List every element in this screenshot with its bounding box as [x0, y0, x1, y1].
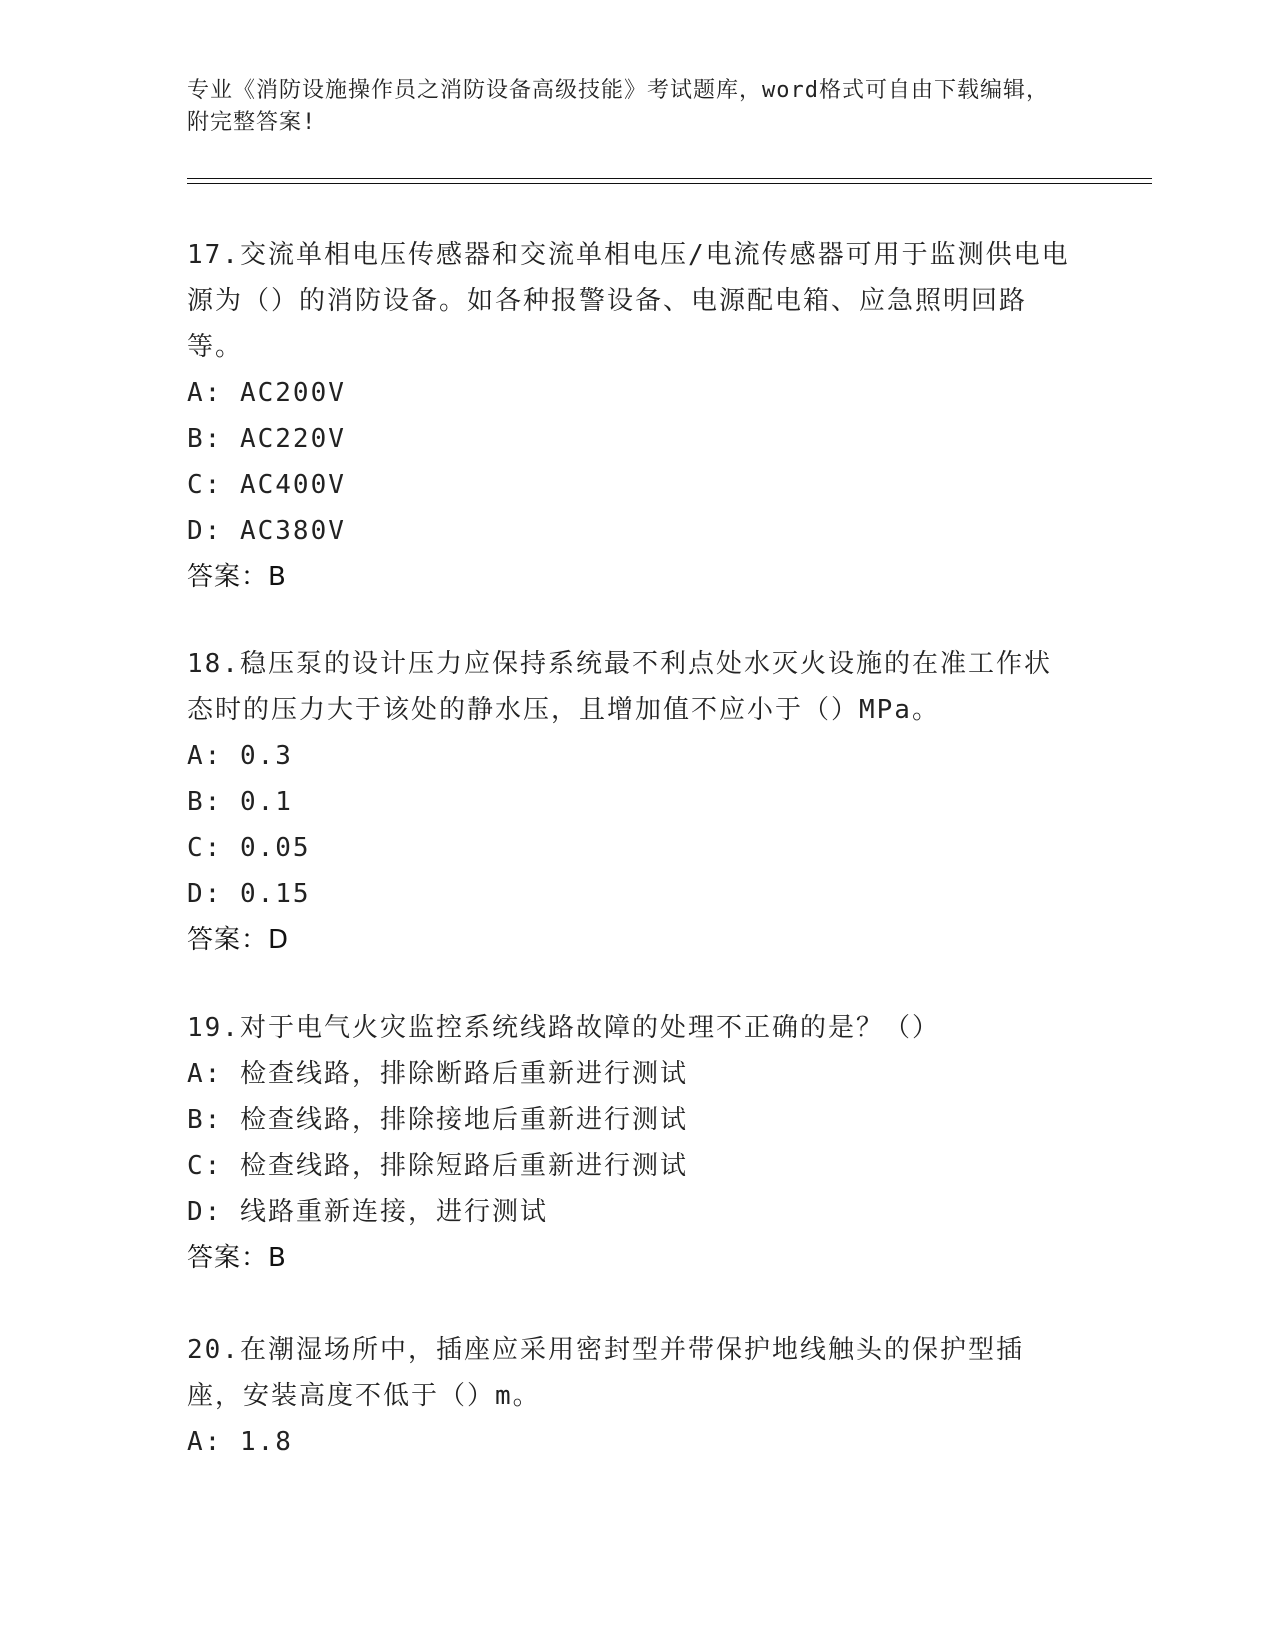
header-divider-bottom	[187, 183, 1152, 184]
option-d: D: 线路重新连接，进行测试	[187, 1197, 548, 1227]
question-stem: 19.对于电气火灾监控系统线路故障的处理不正确的是？（）	[187, 1013, 940, 1043]
question-stem: 20.在潮湿场所中，插座应采用密封型并带保护地线触头的保护型插座，安装高度不低于（）m。	[187, 1335, 1024, 1411]
answer-line: 答案：D	[187, 925, 290, 955]
option-b: B: 0.1	[187, 787, 293, 817]
option-a: A: 检查线路，排除断路后重新进行测试	[187, 1059, 688, 1089]
question-17	[187, 232, 1077, 600]
question-19	[187, 1005, 1077, 1281]
question-18	[187, 641, 1077, 963]
option-c: C: 0.05	[187, 833, 311, 863]
question-stem: 17.交流单相电压传感器和交流单相电压/电流传感器可用于监测供电电源为（）的消防设备。如各种报警设备、电源配电箱、应急照明回路等。	[187, 240, 1070, 362]
document-header: 专业《消防设施操作员之消防设备高级技能》考试题库，word格式可自由下载编辑，附完整答案!	[187, 78, 1049, 135]
option-a: A: 0.3	[187, 741, 293, 771]
option-b: B: 检查线路，排除接地后重新进行测试	[187, 1105, 688, 1135]
option-a: A: AC200V	[187, 378, 346, 408]
question-stem: 18.稳压泵的设计压力应保持系统最不利点处水灭火设施的在准工作状态时的压力大于该处的静水压，且增加值不应小于（）MPa。	[187, 649, 1052, 725]
option-b: B: AC220V	[187, 424, 346, 454]
header-divider-top	[187, 178, 1152, 179]
option-c: C: 检查线路，排除短路后重新进行测试	[187, 1151, 688, 1181]
option-d: D: AC380V	[187, 516, 346, 546]
option-d: D: 0.15	[187, 879, 311, 909]
option-a: A: 1.8	[187, 1427, 293, 1457]
answer-line: 答案：B	[187, 1243, 287, 1273]
question-20	[187, 1327, 1077, 1465]
answer-line: 答案：B	[187, 562, 287, 592]
option-c: C: AC400V	[187, 470, 346, 500]
